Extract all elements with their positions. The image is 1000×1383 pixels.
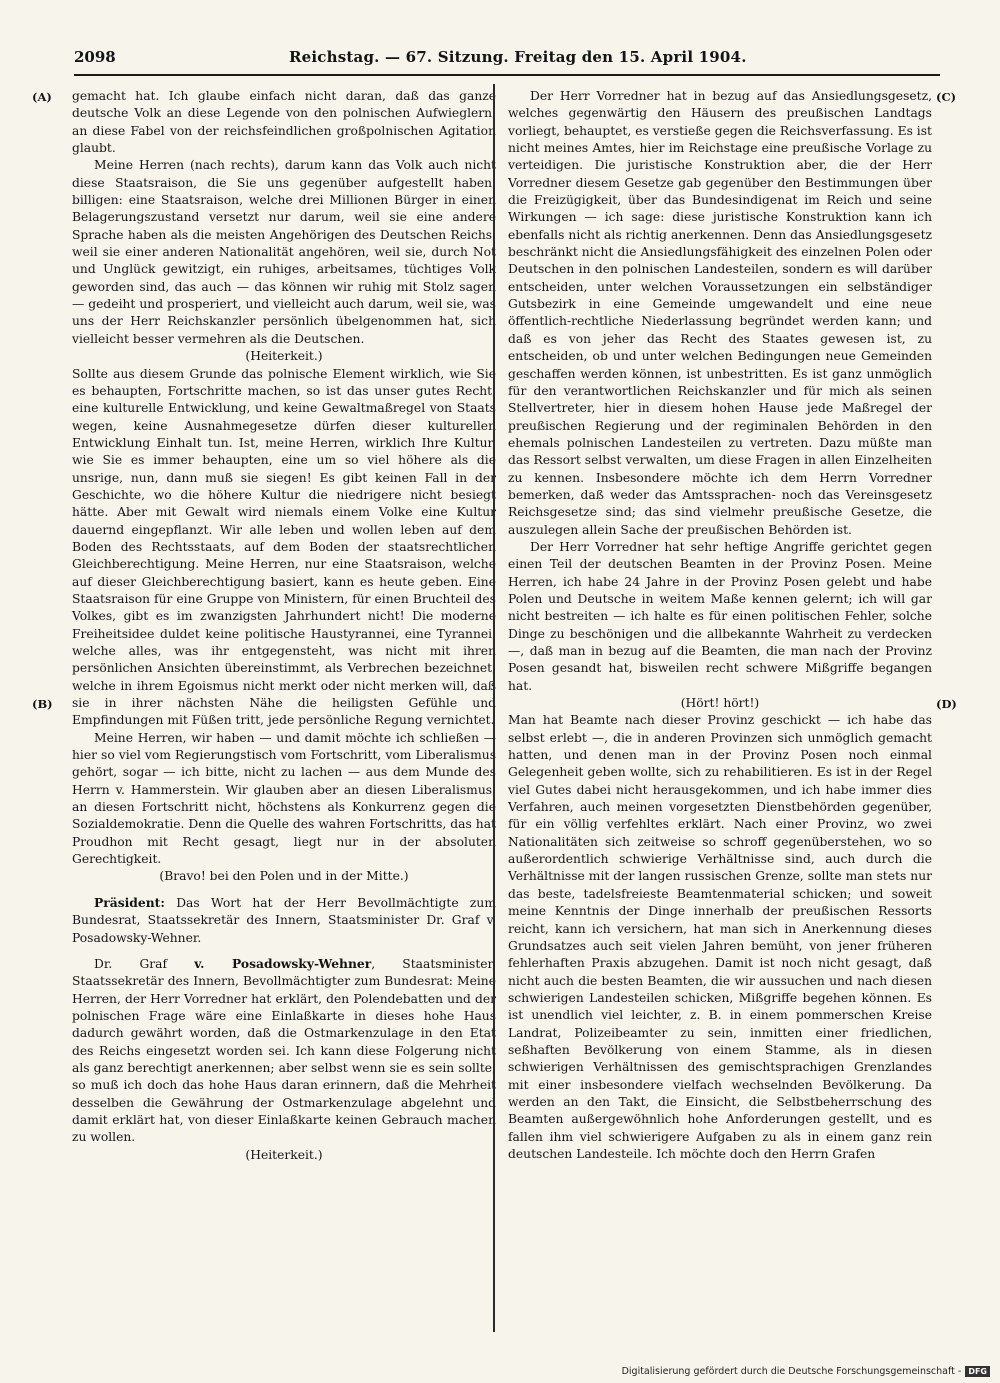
paragraph: Meine Herren (nach rechts), darum kann das Volk auch nicht diese Staatsraison, die Sie uns gegenüber aufgestellt haben, billigen: eine Staatsraison, welche drei Millionen Bürger in einen Belagerungszustand versetzt nur darum, weil sie eine andere Sprache haben als die meisten Angehörigen des Deutschen Reichs, weil sie einer anderen Nationalität angehören, weil sie, durch Not und Unglück gewitzigt, ein ruhiges, arbeitsames, tüchtiges Volk geworden sind, das auch — das können wir ruhig mit Stolz sagen — gedeiht und prosperiert, und vielleicht auch darum, weil sie, was uns der Herr Reichskanzler persönlich übelgenommen hat, sich vielleicht besser vermehren als die Deutschen.: [72, 158, 496, 346]
paragraph: Der Herr Vorredner hat in bezug auf das Ansiedlungsgesetz, welches gegenwärtig den Häusern des preußischen Landtags vorliegt, behauptet, es verstieße gegen die Reichsverfassung. Es ist nicht meines Amtes, hier im Reichstage eine preußische Vorlage zu verteidigen. Die juristische Konstruktion aber, die der Herr Vorredner diesem Gesetze gab gegenüber den Bestimmungen über die Freizügigkeit, über das Bundesindigenat im Reich und seine Wirkungen — ich sage: diese juristische Konstruktion kann ich ebenfalls nicht als richtig anerkennen. Denn das Ansiedlungsgesetz beschränkt nicht die Ansiedlungsfähigkeit des einzelnen Polen oder Deutschen in den polnischen Landesteilen, sondern es will darüber entscheiden, unter welchen Voraussetzungen ein selbständiger Gutsbezirk in eine Gemeinde umgewandelt und eine neue öffentlich-rechtliche Niederlassung begründet werden kann; und daß es von jeher das Recht des Staates gewesen ist, zu entscheiden, ob und unter welchen Bedingungen neue Gemeinden geschaffen werden können, ist unbestritten. Es ist ganz unmöglich für den verantwortlichen Reichskanzler und für mich als seinen Stellvertreter, hier in diesem hohen Hause jede Maßregel der preußischen Regierung und der regiminalen Behörden in den ehemals polnischen Landesteilen zu vertreten. Dazu müßte man das Ressort selbst verwalten, um diese Fragen in allen Einzelheiten zu kennen. Insbesondere möchte ich dem Herrn Vorredner bemerken, daß weder das Amtssprachen- noch das Vereinsgesetz Reichsgesetze sind; das sind vielmehr preußische Gesetze, die auszulegen allein Sache der preußischen Behörden ist.: [508, 89, 932, 537]
dfg-logo: DFG: [965, 1366, 990, 1377]
paragraph: Meine Herren, wir haben — und damit möchte ich schließen — hier so viel vom Regierungstisch vom Fortschritt, vom Liberalismus gehört, sogar — ich bitte, nicht zu lachen — aus dem Munde des Herrn v. Hammerstein. Wir glauben aber an diesen Liberalismus, an diesen Fortschritt nicht, höchstens als Konkurrenz gegen die Sozialdemokratie. Denn die Quelle des wahren Fortschritts, das hat Proudhon mit Recht gesagt, liegt nur in der absoluten Gerechtigkeit.: [72, 730, 496, 867]
page-number: 2098: [74, 48, 116, 66]
paragraph: Sollte aus diesem Grunde das polnische Element wirklich, wie Sie es behaupten, Fortschritte machen, so ist das unser gutes Recht, eine kulturelle Entwicklung, und keine Gewaltmaßregel von Staats wegen, keine Ausnahmegesetze dürfen dieser kulturellen Entwicklung Einhalt tun. Ist, meine Herren, wirklich Ihre Kultur, wie Sie es immer behaupten, eine um so viel höhere als die unsrige, nun, dann muß sie siegen! Es gibt keinen Fall in der Geschichte, wo die höhere Kultur die niedrigere nicht besiegt hätte. Aber mit Gewalt wird niemals einem Volke eine Kultur dauernd eingepflanzt. Wir alle leben und wollen leben auf dem Boden des Rechtsstaats, auf dem Boden der staatsrechtlichen Gleichberechtigung. Meine Herren, nur eine Staatsraison, welche auf dieser Gleichberechtigung basiert, kann es heute geben. Eine Staatsraison für eine Gruppe von Ministern, für einen Bruchteil des Volkes, gibt es im zwanzigsten Jahrhundert nicht! Die moderne Freiheitsidee duldet keine politische Haustyrannei, eine Tyrannei, welche alles, was ihr entgegensteht, was nicht mit ihren persönlichen Ansichten übereinstimmt, als Verbrechen bezeichnet, welche in ihrem Egoismus nicht merkt oder nicht merken will, daß sie in ihrer nächsten Nähe die heiligsten Gefühle und Empfindungen mit Füßen tritt, jede persönliche Regung vernichtet.: [72, 366, 496, 728]
right-column: [508, 88, 932, 1163]
margin-mark-b: (B): [32, 697, 53, 711]
paragraph: Der Herr Vorredner hat sehr heftige Angriffe gerichtet gegen einen Teil der deutschen Beamten in der Provinz Posen. Meine Herren, ich habe 24 Jahre in der Provinz Posen gelebt und habe Polen und Deutsche in weitem Maße kennen gelernt; ich will gar nicht bestreiten — ich halte es für einen politischen Fehler, solche Dinge zu beschönigen und die allbekannte Wahrheit zu verdecken —, daß man in bezug auf die Beamten, die man nach der Provinz Posen gesandt hat, bisweilen recht schwere Mißgriffe begangen hat.: [508, 539, 932, 693]
margin-mark-c: (C): [936, 90, 957, 104]
margin-mark-d: (D): [936, 697, 957, 711]
interjection: (Bravo! bei den Polen und in der Mitte.): [159, 869, 409, 884]
paragraph: Man hat Beamte nach dieser Provinz geschickt — ich habe das selbst erlebt —, die in anderen Provinzen sich unmöglich gemacht hatten, und denen man in der Provinz Posen noch einmal Gelegenheit geben wollte, sich zu rehabilitieren. Es ist in der Regel viel Gutes dabei nicht herausgekommen, und ich habe immer dies Verfahren, auch meinen vorgesetzten Dienstbehörden gegenüber, für ein völlig verfehltes erklärt. Nach einer Provinz, wo zwei Nationalitäten sich zeitweise so schroff gegenüberstehen, wo so außerordentlich schwierige Verhältnisse sind, auch durch die Verhältnisse mit der langen russischen Grenze, sollte man stets nur das beste, tadelsfreieste Beamtenmaterial schicken; und soweit meine Kenntnis der Dinge innerhalb der preußischen Ressorts reicht, kann ich versichern, hat man sich in Anerkennung dieses Grundsatzes auch seit vielen Jahren bemüht, von jener früheren fehlerhaften Praxis abzugehen. Damit ist noch nicht gesagt, daß nicht auch die besten Beamten, die wir aussuchen und nach diesen schwierigen Landesteilen schicken, Mißgriffe begehen können. Es ist unendlich viel leichter, z. B. in einem pommerschen Kreise Landrat, Polizeibeamter zu sein, inmitten einer friedlichen, seßhaften Bevölkerung von einem Stamme, als in diesen schwierigen Verhältnissen des gemischtsprachigen Grenzlandes mit einer insbesondere vielfach wechselnden Bevölkerung. Da werden an den Takt, die Einsicht, die Selbstbeherrschung des Beamten außergewöhnlich hohe Anforderungen gestellt, und es fallen ihm viel schwierigere Aufgaben zu als in einem ganz rein deutschen Landesteile. Ich möchte doch den Herrn Grafen: [508, 713, 932, 1161]
running-header: [74, 46, 940, 70]
left-column: [72, 88, 496, 1164]
president-statement: [72, 894, 496, 947]
credit-text: Digitalisierung gefördert durch die Deutsche Forschungsgemeinschaft -: [621, 1366, 962, 1377]
speaker-text: , Staatsminister, Staatssekretär des Innern, Bevollmächtigter zum Bundesrat: Meine Herren, der Herr Vorredner hat erklärt, den Polendebatten und der polnischen Frage wäre eine Einlaßkarte in dieses hohe Haus dadurch gewährt worden, daß die Ostmarkenzulage in den Etat des Reichs eingesetzt worden sei. Ich kann diese Folgerung nicht als ganz berechtigt anerkennen; aber selbst wenn sie es sein sollte, so muß ich doch das hohe Haus daran erinnern, daß die Mehrheit desselben die Gewährung der Ostmarkenzulage abgelehnt und damit erklärt hat, von dieser Einlaßkarte keinen Gebrauch machen zu wollen.: [72, 956, 496, 1145]
speaker-statement: [72, 955, 496, 1147]
paragraph: gemacht hat. Ich glaube einfach nicht daran, daß das ganze deutsche Volk an diese Legende von den polnischen Aufwieglern, an diese Fabel von der reichsfeindlichen großpolnischen Agitation glaubt.: [72, 89, 496, 156]
president-text: Das Wort hat der Herr Bevollmächtigte zum Bundesrat, Staatssekretär des Innern, Staatsminister Dr. Graf v. Posadowsky-Wehner.: [72, 895, 496, 945]
column-divider: [493, 84, 495, 1332]
page-title: Reichstag. — 67. Sitzung. Freitag den 15. April 1904.: [289, 48, 747, 66]
speaker-name: v. Posadowsky-Wehner: [194, 955, 372, 971]
interjection: (Heiterkeit.): [245, 349, 323, 364]
header-rule: [74, 74, 940, 76]
president-label: Präsident:: [94, 894, 165, 910]
speaker-prefix: Dr. Graf: [94, 956, 195, 971]
interjection: (Hört! hört!): [680, 696, 760, 711]
interjection: (Heiterkeit.): [245, 1147, 323, 1162]
digitization-credit: [610, 1366, 990, 1377]
margin-mark-a: (A): [32, 90, 52, 104]
